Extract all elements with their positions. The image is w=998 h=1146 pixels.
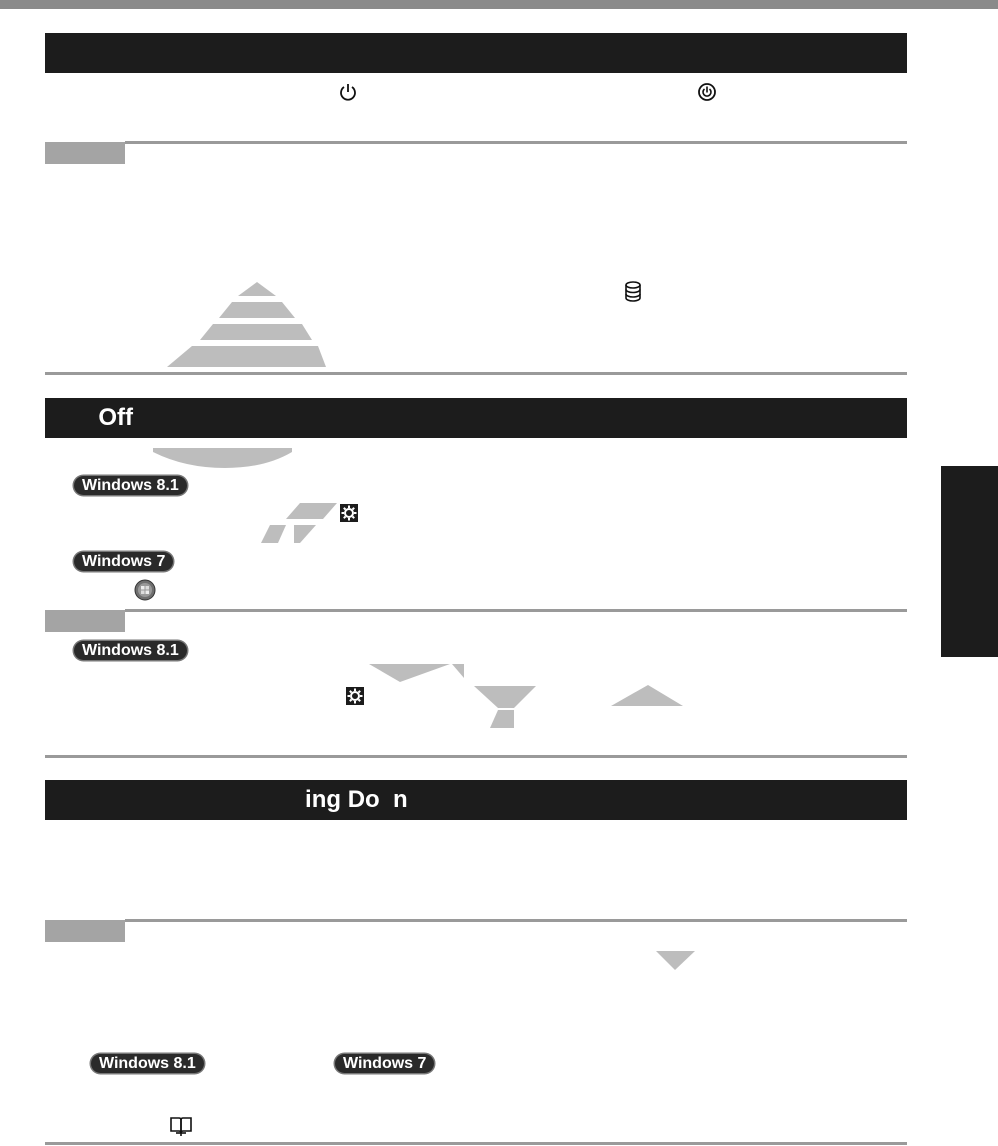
section-header-3: ing Do n — [45, 780, 907, 820]
badge-windows-8-1: Windows 8.1 — [74, 641, 187, 660]
badge-windows-8-1: Windows 8.1 — [74, 476, 187, 495]
badge-windows-8-1: Windows 8.1 — [91, 1054, 204, 1073]
section-header-2: Off — [45, 398, 907, 438]
badge-windows-7: Windows 7 — [335, 1054, 434, 1073]
badge-windows-7: Windows 7 — [74, 552, 173, 571]
